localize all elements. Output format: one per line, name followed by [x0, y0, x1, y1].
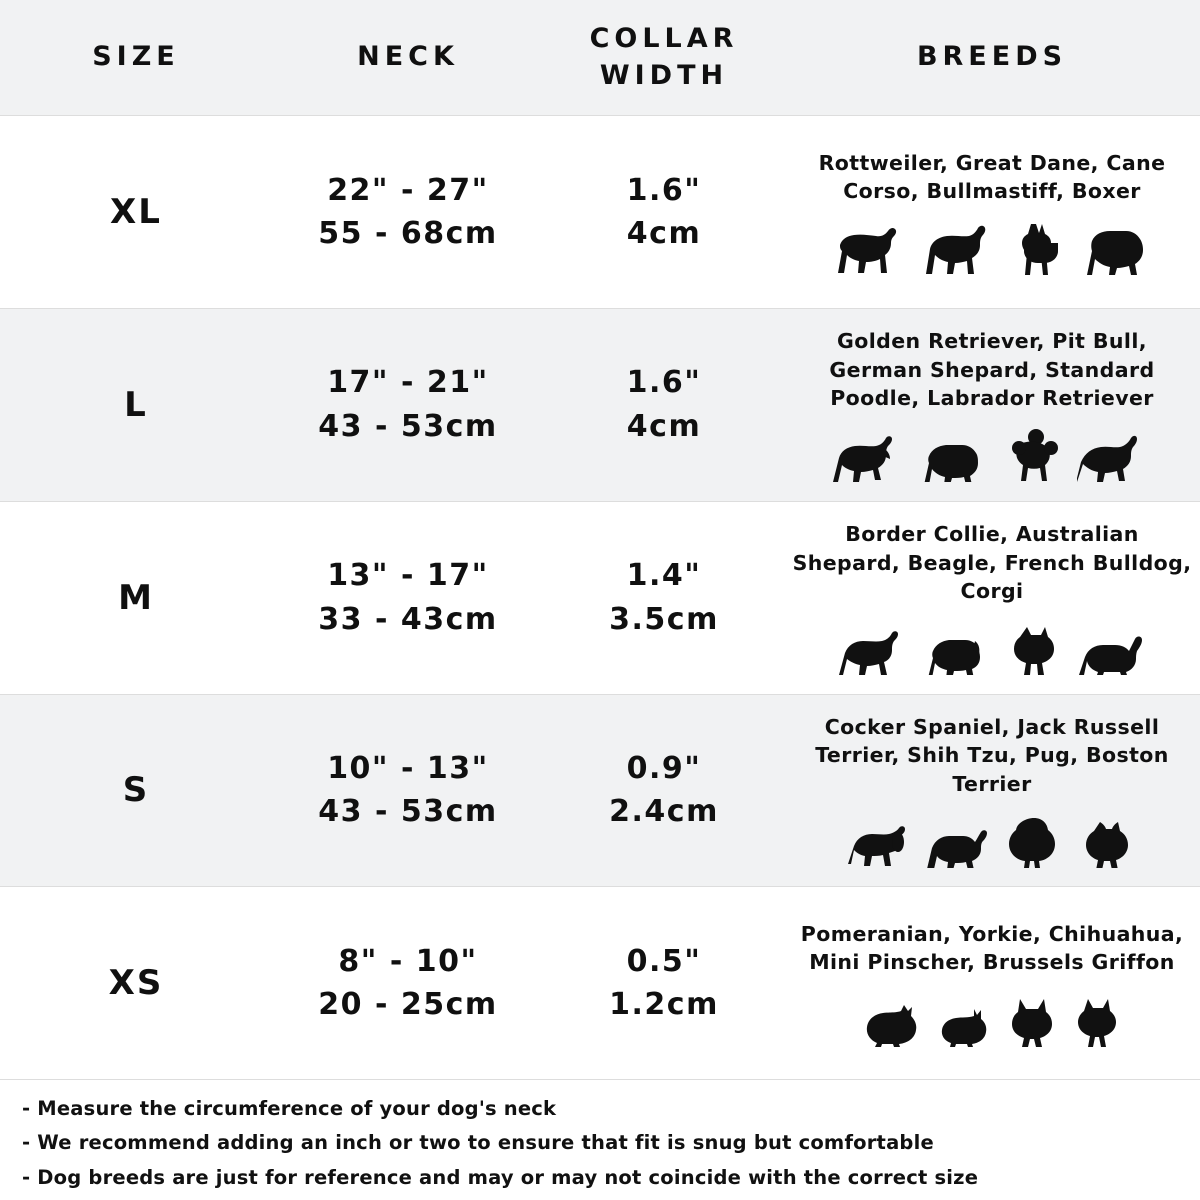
header-collar-width-line2: WIDTH — [599, 59, 729, 91]
note-item: - Dog breeds are just for reference and may or may not coincide with the correct size — [22, 1165, 979, 1189]
cell-neck — [272, 309, 544, 501]
cell-collar-width — [544, 502, 784, 694]
jack-russell-icon — [926, 822, 990, 868]
german-shepherd-icon — [1077, 432, 1151, 482]
size-label: XL — [110, 192, 162, 232]
breed-list: Pomeranian, Yorkie, Chihuahua, Mini Pinscher, Brussels Griffon — [800, 922, 1184, 975]
note-item: - Measure the circumference of your dog's neck — [22, 1097, 557, 1121]
cell-breeds — [784, 116, 1200, 308]
collar-width-cm: 3.5cm — [609, 601, 719, 637]
neck-inches: 10" - 13" — [327, 750, 489, 786]
neck-inches: 13" - 17" — [327, 558, 489, 594]
breed-silhouettes — [833, 420, 1151, 482]
neck-inches: 22" - 27" — [327, 172, 489, 208]
neck-cm: 55 - 68cm — [318, 216, 498, 251]
header-neck-label: NECK — [357, 41, 459, 73]
table-row — [0, 116, 1200, 309]
header-size — [0, 33, 272, 81]
corgi-icon — [1079, 631, 1145, 675]
yorkie-icon — [936, 1003, 992, 1047]
header-collar-width — [544, 15, 784, 100]
breed-list: Cocker Spaniel, Jack Russell Terrier, Shih Tzu, Pug, Boston Terrier — [815, 715, 1169, 796]
collar-width-inches: 1.6" — [626, 172, 702, 208]
size-label: L — [124, 384, 148, 425]
neck-cm: 33 - 43cm — [318, 601, 498, 637]
breed-silhouettes — [846, 806, 1138, 868]
mini-pinscher-icon — [1072, 997, 1124, 1047]
table-header-row — [0, 0, 1200, 116]
shih-tzu-icon — [1004, 816, 1064, 868]
table-row — [0, 502, 1200, 695]
header-neck — [272, 33, 544, 81]
header-breeds-label: BREEDS — [916, 41, 1068, 73]
size-label: S — [122, 770, 150, 811]
neck-cm: 43 - 53cm — [318, 408, 498, 444]
pomeranian-icon — [860, 1001, 922, 1047]
breed-list: Border Collie, Australian Shepard, Beagle, French Bulldog, Corgi — [792, 522, 1192, 603]
cell-collar-width — [544, 309, 784, 501]
poodle-icon — [1005, 428, 1063, 482]
cell-size — [0, 309, 272, 501]
header-size-label: SIZE — [92, 41, 180, 73]
size-label: M — [118, 577, 154, 618]
border-collie-icon — [839, 629, 911, 675]
table-row — [0, 887, 1200, 1080]
pit-bull-icon — [921, 434, 991, 482]
collar-width-cm: 2.4cm — [609, 794, 719, 830]
cell-size — [0, 695, 272, 887]
rottweiler-icon — [834, 223, 912, 275]
chihuahua-icon — [1006, 997, 1058, 1047]
collar-width-inches: 0.9" — [626, 750, 702, 786]
table-row — [0, 695, 1200, 888]
breed-silhouettes — [860, 985, 1124, 1047]
note-item: - We recommend adding an inch or two to ensure that fit is snug but comfortable — [22, 1131, 934, 1155]
table-row — [0, 309, 1200, 502]
cocker-spaniel-icon — [846, 822, 912, 868]
breed-list: Rottweiler, Great Dane, Cane Corso, Bullmastiff, Boxer — [818, 150, 1166, 203]
cell-collar-width — [544, 887, 784, 1079]
cell-size — [0, 116, 272, 308]
cell-collar-width — [544, 116, 784, 308]
size-label: XS — [108, 963, 164, 1004]
cell-neck — [272, 887, 544, 1079]
cell-size — [0, 502, 272, 694]
breed-silhouettes — [834, 213, 1150, 275]
cell-neck — [272, 502, 544, 694]
header-breeds — [784, 33, 1200, 81]
neck-inches: 17" - 21" — [327, 365, 489, 401]
header-collar-width-line1: COLLAR — [589, 23, 739, 55]
collar-width-cm: 1.2cm — [609, 987, 719, 1023]
breed-list: Golden Retriever, Pit Bull, German Shepard, Standard Poodle, Labrador Retriever — [829, 329, 1155, 410]
notes-section — [0, 1080, 1200, 1200]
cell-breeds — [784, 502, 1200, 694]
collar-width-cm: 4cm — [626, 216, 702, 251]
collar-width-inches: 1.4" — [626, 558, 702, 594]
beagle-icon — [925, 629, 993, 675]
golden-retriever-icon — [833, 434, 907, 482]
breed-silhouettes — [839, 613, 1145, 675]
bullmastiff-icon — [1084, 221, 1150, 275]
collar-width-inches: 1.6" — [626, 365, 702, 401]
neck-cm: 43 - 53cm — [318, 794, 498, 830]
cell-breeds — [784, 887, 1200, 1079]
french-bulldog-icon — [1007, 625, 1065, 675]
collar-width-inches: 0.5" — [626, 943, 702, 979]
neck-cm: 20 - 25cm — [318, 987, 498, 1023]
neck-inches: 8" - 10" — [338, 943, 478, 979]
great-dane-icon — [926, 223, 998, 275]
pug-icon — [1078, 818, 1138, 868]
cell-collar-width — [544, 695, 784, 887]
cell-breeds — [784, 695, 1200, 887]
cell-neck — [272, 116, 544, 308]
cell-size — [0, 887, 272, 1079]
cell-breeds — [784, 309, 1200, 501]
collar-width-cm: 4cm — [626, 408, 702, 444]
cell-neck — [272, 695, 544, 887]
doberman-icon — [1012, 221, 1070, 275]
